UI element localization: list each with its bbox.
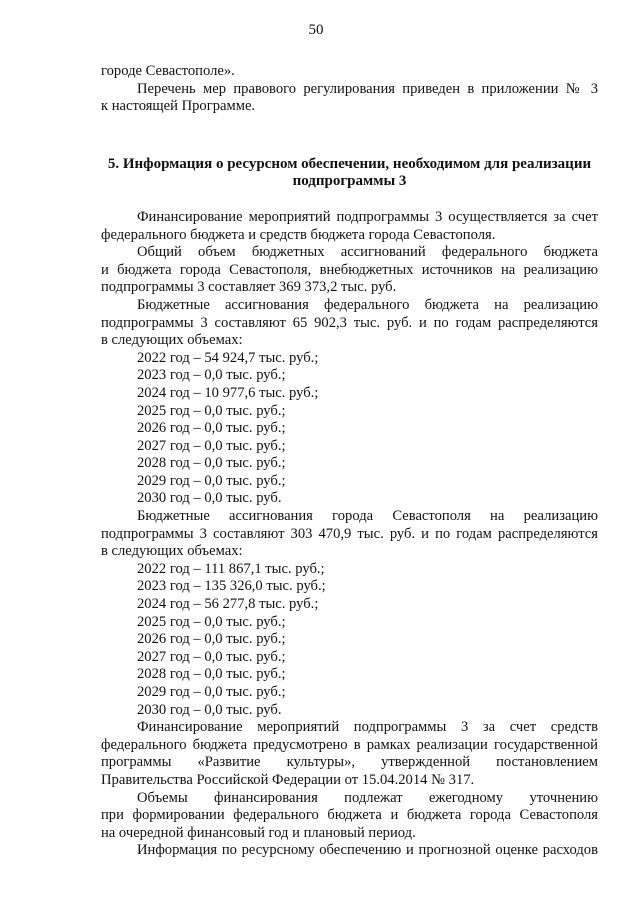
year-item: 2025 год – 0,0 тыс. руб.;: [137, 402, 286, 419]
adjust-line2: при формировании федерального бюджета и бюджета города Севастополя: [101, 807, 598, 824]
year-item: 2026 год – 0,0 тыс. руб.;: [137, 631, 286, 648]
section-heading-line: 5. Информация о ресурсном обеспечении, необходимом для реализации: [107, 155, 592, 172]
city-year-list: [101, 561, 598, 719]
adjust-line1: Объемы финансирования подлежат ежегодному уточнению: [137, 789, 598, 806]
legal-regulation-paragraph: [101, 81, 598, 99]
year-item: 2028 год – 0,0 тыс. руб.;: [137, 666, 286, 683]
text-line: к настоящей Программе.: [101, 98, 256, 115]
section-heading: [101, 156, 598, 191]
program-line1: Финансирование мероприятий подпрограммы 3 за счет средств: [137, 719, 598, 736]
total-line1: Общий объем бюджетных ассигнований федерального бюджета: [137, 244, 598, 261]
program-line2: федерального бюджета предусмотрено в рамках реализации государственной: [101, 736, 598, 753]
page-number: 50: [308, 22, 324, 38]
year-item: 2029 год – 0,0 тыс. руб.;: [137, 472, 286, 489]
city-line1: Бюджетные ассигнования города Севастополя на реализацию: [137, 508, 598, 525]
year-item: 2027 год – 0,0 тыс. руб.;: [137, 437, 286, 454]
federal-line1: Бюджетные ассигнования федерального бюджета на реализацию: [137, 296, 598, 313]
financing-intro-line1: Финансирование мероприятий подпрограммы 3 осуществляется за счет: [137, 208, 598, 225]
year-item: 2023 год – 0,0 тыс. руб.;: [137, 367, 286, 384]
year-item: 2024 год – 56 277,8 тыс. руб.;: [137, 596, 319, 613]
intro-line: городе Севастополе».: [101, 63, 235, 79]
year-item: 2023 год – 135 326,0 тыс. руб.;: [137, 578, 326, 595]
year-item: 2024 год – 10 977,6 тыс. руб.;: [137, 384, 319, 401]
year-item: 2026 год – 0,0 тыс. руб.;: [137, 420, 286, 437]
year-item: 2030 год – 0,0 тыс. руб.: [137, 701, 282, 718]
text-line: Перечень мер правового регулирования приведен в приложении № 3: [137, 80, 598, 97]
page-content: [101, 63, 598, 860]
city-line2: подпрограммы 3 составляют 303 470,9 тыс. руб. и по годам распределяются: [101, 525, 598, 542]
year-item: 2027 год – 0,0 тыс. руб.;: [137, 648, 286, 665]
program-line3: программы «Развитие культуры», утвержденной постановлением: [101, 754, 598, 771]
section-heading-line: подпрограммы 3: [292, 173, 407, 190]
total-line2: и бюджета города Севастополя, внебюджетных источников на реализацию: [101, 261, 598, 278]
federal-line3: в следующих объемах:: [101, 332, 243, 349]
city-line3: в следующих объемах:: [101, 543, 243, 560]
federal-year-list: [101, 350, 598, 508]
last-line1: Информация по ресурсному обеспечению и прогнозной оценке расходов: [137, 842, 598, 859]
financing-intro-line2: федерального бюджета и средств бюджета города Севастополя.: [101, 226, 496, 243]
year-item: 2022 год – 54 924,7 тыс. руб.;: [137, 349, 319, 366]
total-line3: подпрограммы 3 составляет 369 373,2 тыс. руб.: [101, 279, 397, 296]
adjust-line3: на очередной финансовый год и плановый период.: [101, 824, 416, 841]
year-item: 2022 год – 111 867,1 тыс. руб.;: [137, 560, 325, 577]
program-line4: Правительства Российской Федерации от 15.04.2014 № 317.: [101, 771, 475, 788]
federal-line2: подпрограммы 3 составляют 65 902,3 тыс. руб. и по годам распределяются: [101, 314, 598, 331]
year-item: 2029 год – 0,0 тыс. руб.;: [137, 684, 286, 700]
year-item: 2025 год – 0,0 тыс. руб.;: [137, 613, 286, 630]
year-item: 2030 год – 0,0 тыс. руб.: [137, 490, 282, 507]
year-item: 2028 год – 0,0 тыс. руб.;: [137, 455, 286, 472]
